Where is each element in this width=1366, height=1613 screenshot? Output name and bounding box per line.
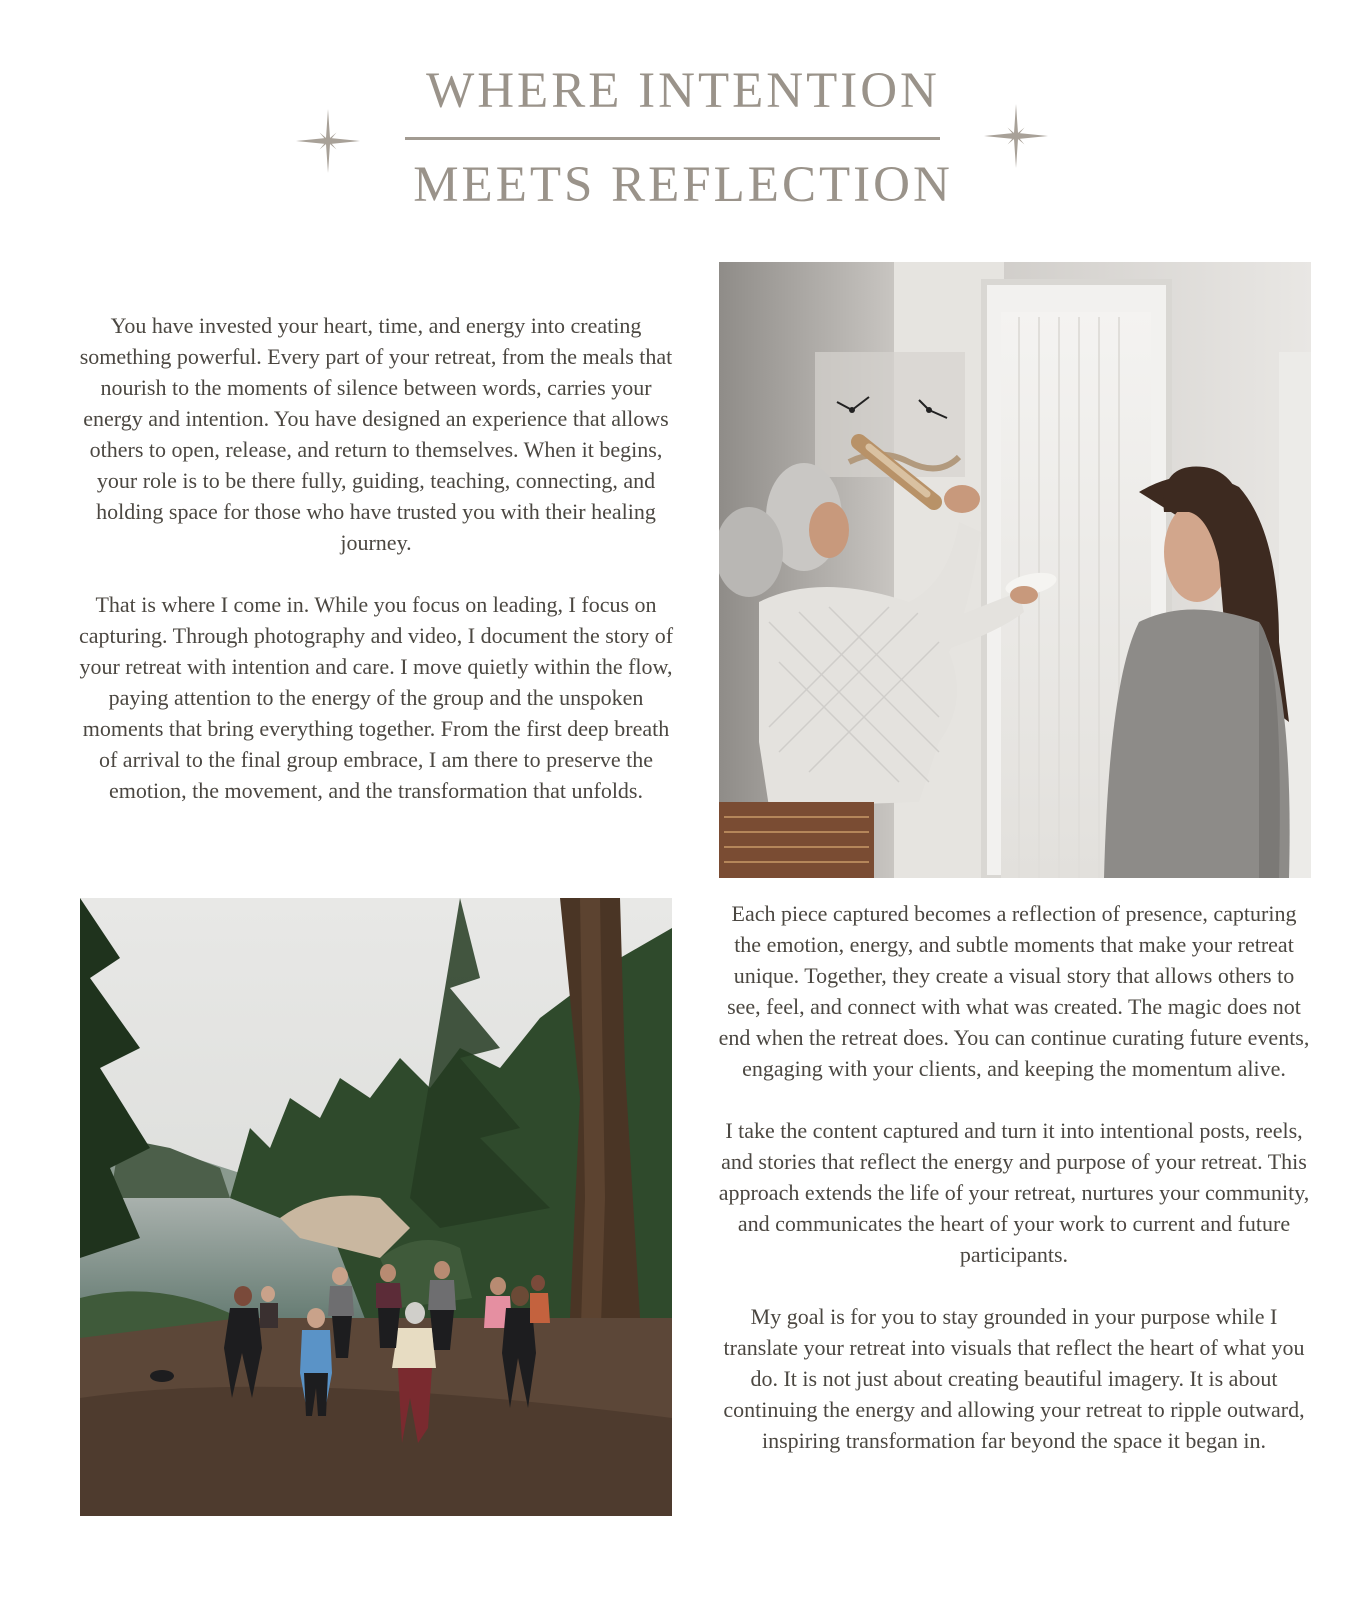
lakeside-group-photo	[80, 898, 672, 1516]
paragraph: You have invested your heart, time, and energy into creating something powerful. Every part of your retreat, from the meals that nourish to the moments of silence between words, carries your energy and intention. You have designed an experience that allows others to open, release, and return to themselves. When it begins, your role is to be there fully, guiding, teaching, connecting, and holding space for those who have trusted you with their healing journey.	[79, 313, 673, 555]
title-line-2: MEETS REFLECTION	[413, 157, 953, 213]
paragraph: I take the content captured and turn it into intentional posts, reels, and stories that reflect the energy and purpose of your retreat. This approach extends the life of your retreat, nurtures your community, and communicates the heart of your work to current and future participants.	[718, 1118, 1310, 1267]
sparkle-icon	[296, 109, 360, 173]
title-divider	[405, 137, 940, 140]
paragraph: Each piece captured becomes a reflection of presence, capturing the emotion, energy, and subtle moments that make your retreat unique. Together, they create a visual story that allows others to see, feel, and connect with what was created. The magic does not end when the retreat does. You can continue curating future events, engaging with your clients, and keeping the momentum alive.	[718, 901, 1310, 1081]
intro-text-block	[78, 310, 674, 837]
smudging-ceremony-photo	[719, 262, 1311, 878]
sparkle-icon	[984, 104, 1048, 168]
paragraph: My goal is for you to stay grounded in your purpose while I translate your retreat into visuals that reflect the heart of what you do. It is not just about creating beautiful imagery. It is about continuing the energy and allowing your retreat to ripple outward, inspiring transformation far beyond the space it began in.	[723, 1304, 1305, 1453]
page-header	[0, 0, 1366, 240]
services-text-block	[716, 898, 1312, 1487]
paragraph: That is where I come in. While you focus on leading, I focus on capturing. Through photography and video, I document the story of your retreat with intention and care. I move quietly within the flow, paying attention to the energy of the group and the unspoken moments that bring everything together. From the first deep breath of arrival to the final group embrace, I am there to preserve the emotion, the movement, and the transformation that unfolds.	[78, 592, 674, 803]
title-line-1: WHERE INTENTION	[426, 63, 940, 119]
